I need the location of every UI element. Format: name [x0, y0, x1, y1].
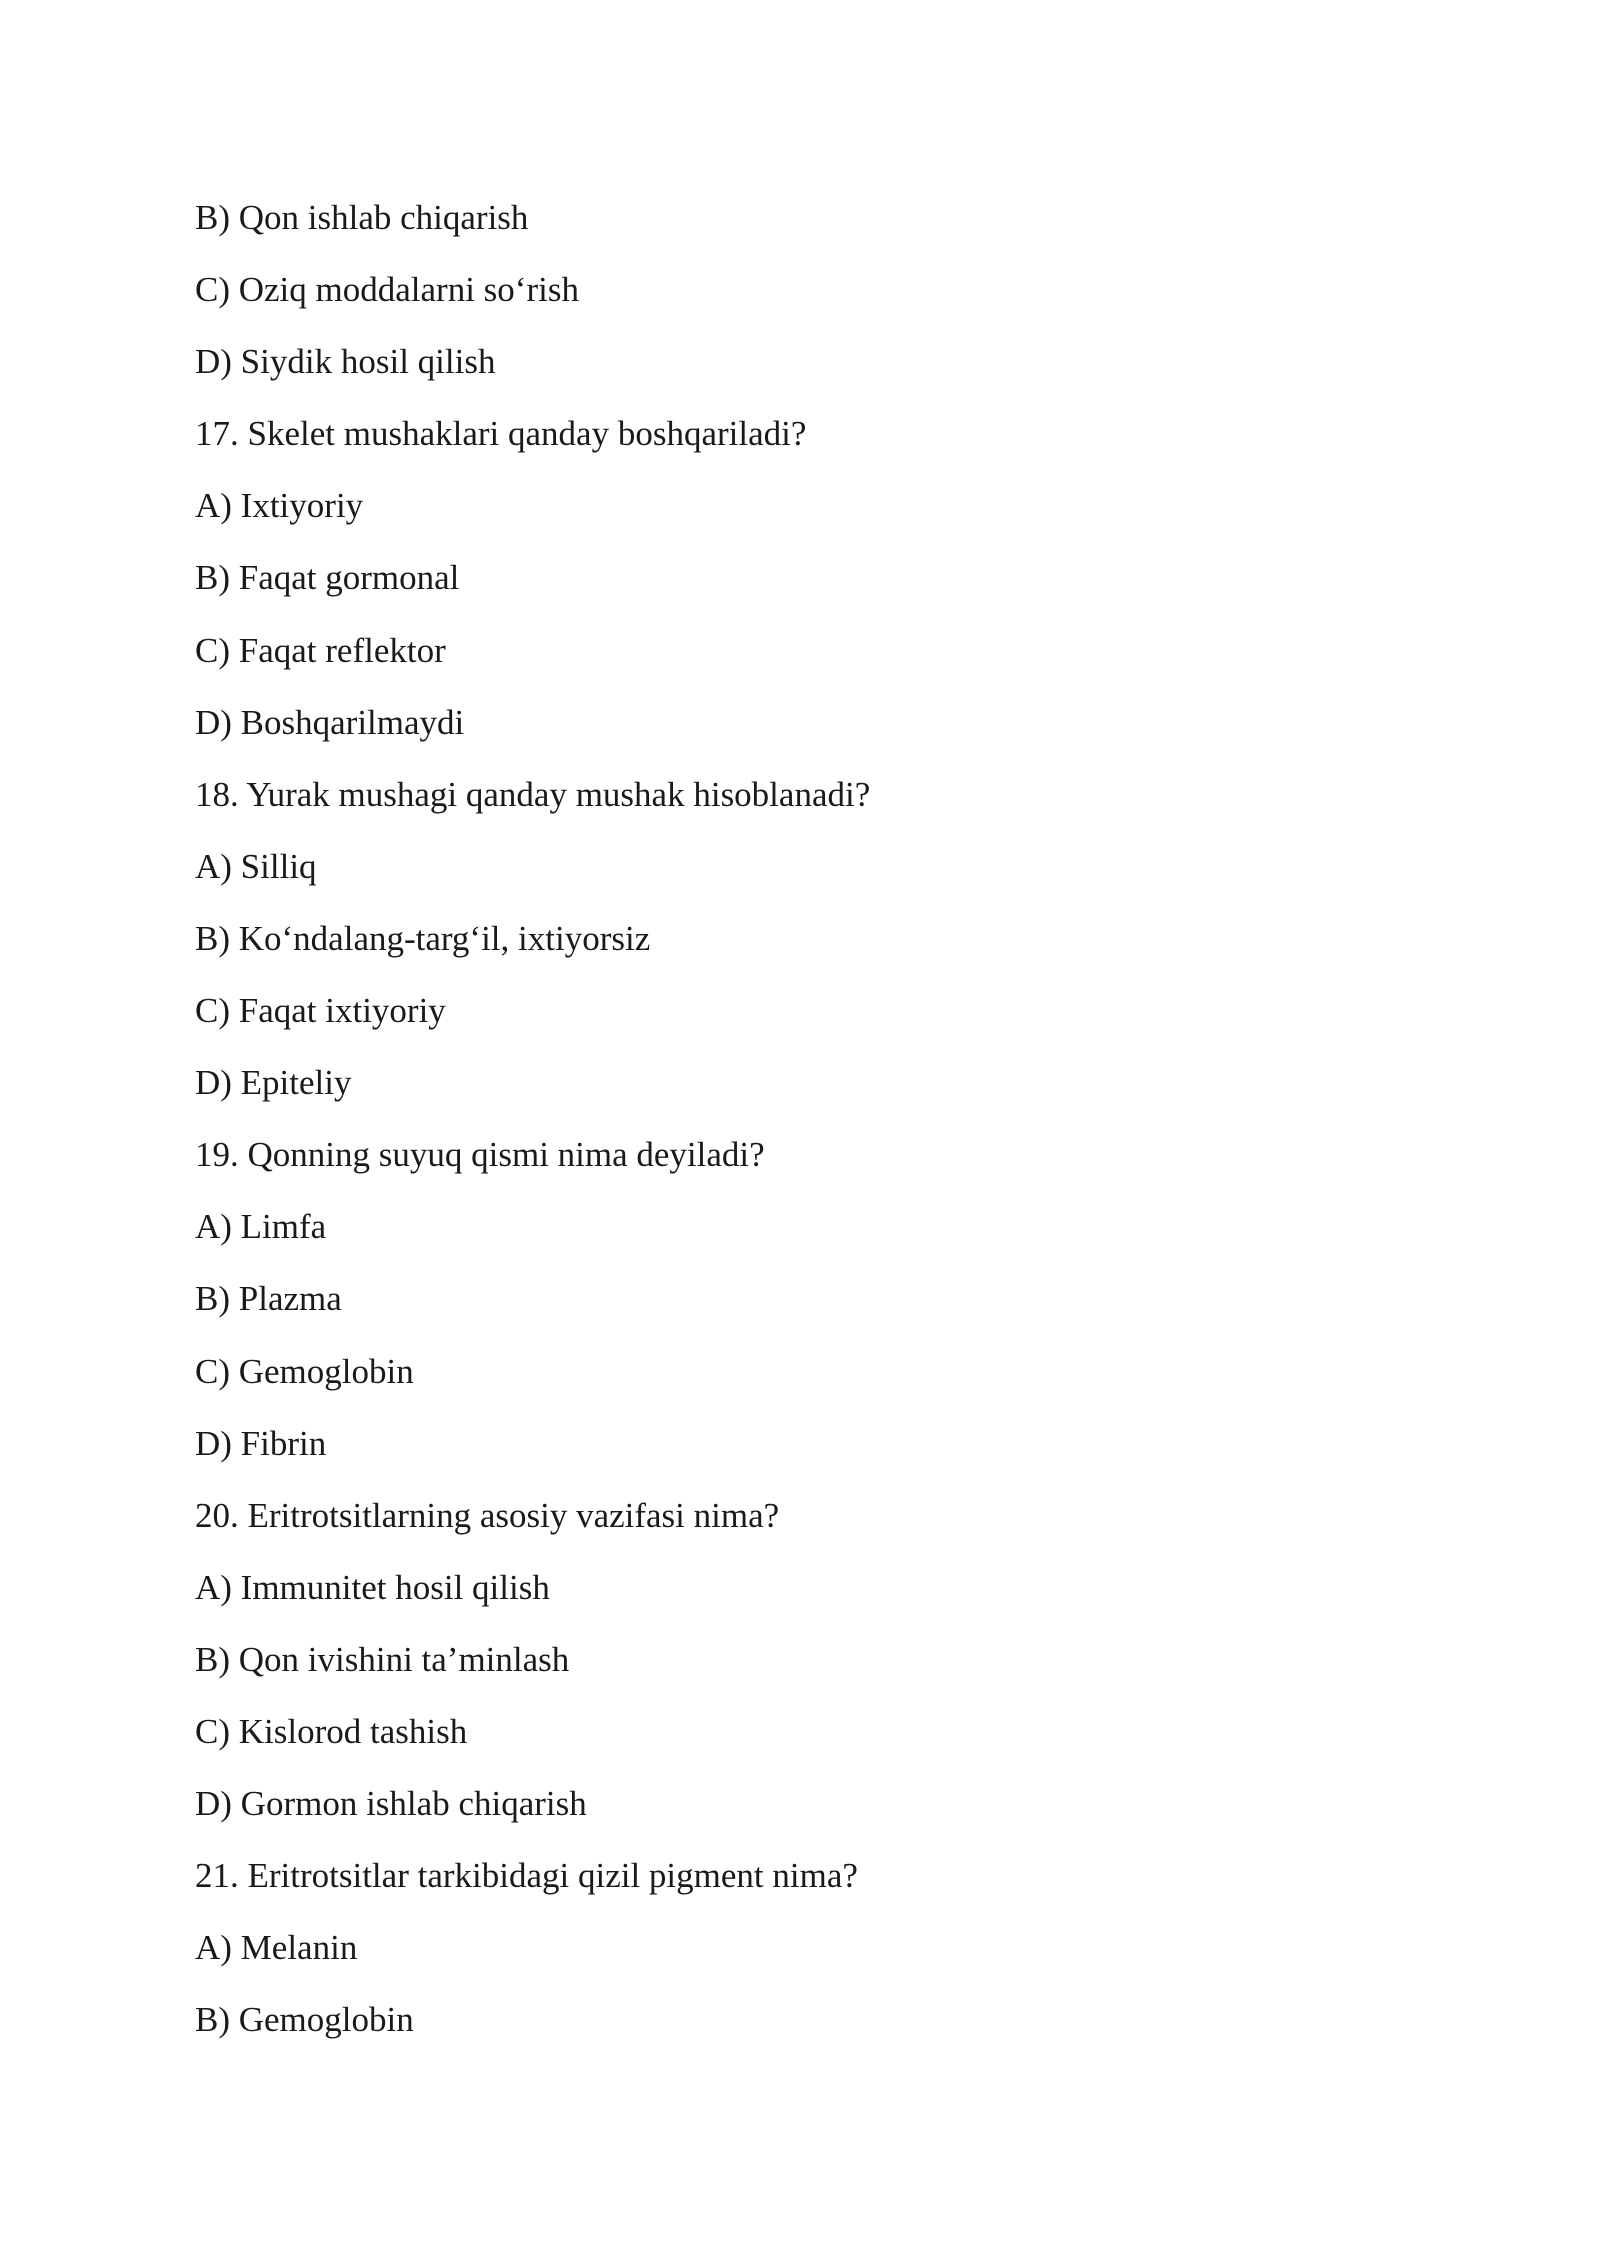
answer-option: B) Faqat gormonal: [195, 558, 460, 598]
answer-option: B) Ko‘ndalang-targ‘il, ixtiyorsiz: [195, 918, 651, 958]
answer-option: D) Boshqarilmaydi: [195, 702, 465, 742]
answer-option: B) Qon ishlab chiqarish: [195, 198, 529, 237]
answer-option: D) Fibrin: [195, 1423, 327, 1463]
answer-option: B) Plazma: [195, 1279, 342, 1319]
answer-option: D) Epiteliy: [195, 1063, 352, 1103]
quiz-text-lines: [195, 188, 1445, 2062]
answer-option: C) Gemoglobin: [195, 1351, 414, 1391]
question-20: 20. Eritrotsitlarning asosiy vazifasi nima?: [195, 1495, 780, 1535]
answer-option: A) Immunitet hosil qilish: [195, 1567, 550, 1607]
answer-option: B) Qon ivishini ta’minlash: [195, 1639, 570, 1679]
answer-option: A) Limfa: [195, 1207, 327, 1247]
answer-option: A) Silliq: [195, 846, 317, 886]
answer-option: C) Faqat ixtiyoriy: [195, 991, 446, 1031]
answer-option: A) Ixtiyoriy: [195, 486, 364, 526]
answer-option: C) Faqat reflektor: [195, 630, 446, 670]
answer-option: D) Siydik hosil qilish: [195, 342, 496, 382]
answer-option: C) Kislorod tashish: [195, 1711, 468, 1751]
question-21: 21. Eritrotsitlar tarkibidagi qizil pigment nima?: [195, 1856, 858, 1896]
question-18: 18. Yurak mushagi qanday mushak hisoblanadi?: [195, 774, 871, 814]
question-19: 19. Qonning suyuq qismi nima deyiladi?: [195, 1135, 765, 1175]
question-17: 17. Skelet mushaklari qanday boshqariladi?: [195, 414, 807, 454]
answer-option: A) Melanin: [195, 1928, 358, 1968]
answer-option: C) Oziq moddalarni so‘rish: [195, 270, 579, 310]
answer-option: D) Gormon ishlab chiqarish: [195, 1784, 587, 1824]
answer-option: B) Gemoglobin: [195, 2000, 414, 2040]
